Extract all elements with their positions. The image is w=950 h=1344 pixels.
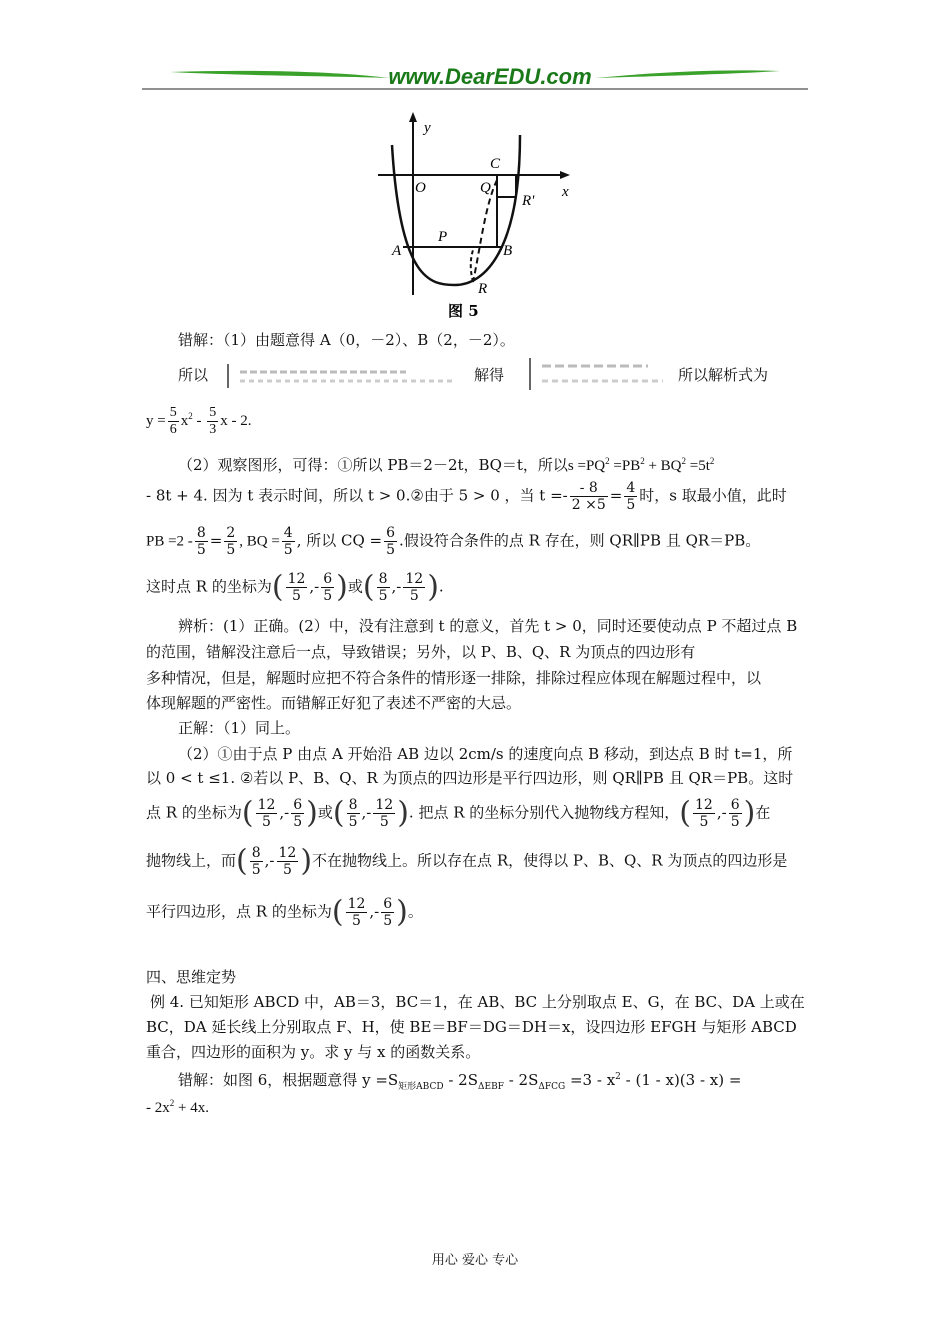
frac-12-5 [373,797,395,830]
den: 5 [251,862,261,878]
den: 5 [383,913,393,929]
equation-system-1 [226,362,466,390]
wrong-label: 错解： [178,331,224,349]
num: - 8 [570,480,608,497]
comma: ,- [264,851,275,870]
example4-line2: BC，DA 延长线上分别取点 F、H，使 BE＝BF＝DG＝DH＝x，设四边形 EFGH 与矩形 ABCD [146,1018,797,1036]
site-logo: www.DearEDU.com [388,64,592,89]
wrong-solution-1 [178,326,515,354]
or: 或 [317,803,333,822]
minus-2s-b: - 2S [503,1071,539,1089]
num: 2 [226,525,236,541]
so-formula-text [678,361,768,389]
section-heading: 四、思维定势 [146,968,237,986]
label-b: B [503,243,513,259]
label-a: A [392,243,402,259]
num: 6 [730,797,740,813]
minus-2s: - 2S [443,1071,478,1089]
parabola [392,135,520,285]
neg2x: - 2x [146,1100,170,1116]
sq: 2 [188,411,193,421]
frac-12-5 [693,797,715,830]
on-parabola: 抛物线上，而 [146,851,237,870]
num: 5 [169,405,177,421]
frac-8-5 [377,571,390,604]
comma: ,- [369,902,380,921]
solve-label: 解得 [474,366,505,384]
system-line [178,361,208,389]
num: 8 [196,525,206,541]
exists-text: 不在抛物线上。所以存在点 R，使得以 P、B、Q、R 为顶点的四边形是 [312,851,788,870]
den: 5 [379,814,389,830]
formula-label: 所以解析式为 [678,366,769,384]
wrong-part2-line2 [146,480,787,513]
den: 6 [169,422,177,438]
x-arrow [560,171,570,179]
frac-6-5 [321,571,334,604]
num: 8 [348,797,358,813]
bq-eq: , BQ = [239,533,280,550]
sq2: 2 [640,456,645,466]
plus4x: + 4x. [174,1100,209,1116]
den: 5 [292,588,301,604]
sq4: 2 [709,456,715,466]
frac-6-5 [384,525,397,558]
period: . [438,577,444,596]
den: 5 [226,542,236,558]
frac-8-5 [347,797,360,830]
label-r: R [478,281,488,297]
wrong-part2-line1 [178,447,714,480]
x-term: x [180,413,189,429]
num: 8 [378,571,388,587]
num: 6 [383,896,393,912]
label-q: Q [480,180,491,196]
label-o: O [415,180,426,196]
frac-12-5 [346,896,368,929]
cq-eq: , 所以 CQ = [296,531,383,550]
den: 5 [348,814,358,830]
dashed-arc [471,250,473,282]
parallelogram-text: 平行四边形，点 R 的坐标为 [146,902,332,921]
label-x: x [562,184,569,200]
analysis-line1: 辨析：(1）正确。(2）中，没有注意到 t 的意义，首先 t > 0，同时还要使动点 P 不超过点 B [178,617,798,635]
den: 2 ×5 [571,497,606,513]
correct-line3: 以 0 < t ≤1. ②若以 P、B、Q、R 为顶点的四边形是平行四边形，则 QR∥PB 且 QR＝PB。这时 [146,769,794,787]
sq: 2 [169,1098,175,1108]
den: 5 [409,588,419,604]
num: 5 [209,405,217,421]
analysis-line4: 体现解题的严密性。而错解正好犯了表述不严密的大忌。 [146,694,522,712]
frac-5-3 [207,405,218,438]
figure-caption: 图 5 [448,302,479,320]
footer: 用心 爱心 专心 [431,1253,519,1268]
end-mark: 。 [407,902,423,921]
num: 12 [278,845,297,861]
wrong4-line1 [178,1063,741,1101]
example4-line3: 重合，四边形的面积为 y。求 y 与 x 的函数关系。 [146,1043,481,1061]
num: 4 [283,525,293,541]
s-pq: s =PQ [567,458,606,474]
min-text: 时，s 取最小值，此时 [639,486,787,505]
frac-5-6 [168,405,179,438]
comma: ,- [716,803,727,822]
den: 5 [730,814,740,830]
frac-12-5 [286,571,308,604]
num: 12 [695,797,713,813]
den: 5 [626,497,636,513]
wrong4-line2 [146,1089,209,1122]
wrong-part2-line3 [146,525,760,558]
comma: ,- [391,577,402,596]
den: 5 [196,542,206,558]
figure-5 [370,110,590,325]
num: 6 [386,525,396,541]
num: 12 [405,571,424,587]
sq1: 2 [605,456,610,466]
substitute-text: . 把点 R 的坐标分别代入抛物线方程知， [408,803,680,822]
correct-line2: （2）①由于点 P 由点 A 开始沿 AB 边以 2cm/s 的速度向点 B 移动，到达点 B 时 t=1，所 [178,745,793,763]
frac-8-5 [250,845,263,878]
bq: + BQ [644,458,682,474]
solve-word [474,361,504,389]
den: 5 [386,542,396,558]
num: 4 [626,480,636,496]
den: 3 [209,422,217,438]
three-minus: =3 - x [565,1071,616,1089]
coord-text: 点 R 的坐标为 [146,803,242,822]
den: 5 [352,913,361,929]
on-text: 在 [755,803,771,822]
frac-4-5 [624,480,637,513]
example4-line1: 例 4. 已知矩形 ABCD 中，AB＝3，BC＝1，在 AB、BC 上分别取点 E、G，在 BC、DA 上或在 [150,993,805,1011]
frac-6-5 [381,896,394,929]
sq3: 2 [681,456,686,466]
frac-2-5 [224,525,237,558]
frac-12-5 [256,797,278,830]
tail: x - 2. [220,413,252,429]
left-swoosh [170,71,390,78]
num: 8 [251,845,261,861]
frac-6-5 [291,797,304,830]
frac-6-5 [729,797,742,830]
eq: = [209,531,223,550]
area-eq: 错解：如图 6，根据题意得 y =S [178,1071,399,1089]
den: 5 [378,588,388,604]
part2-text: （2）观察图形，可得：①所以 PB＝2－2t，BQ＝t，所以 [178,456,568,474]
num: 12 [257,797,276,813]
label-r-prime: R' [522,193,535,209]
correct-line4: 点 R 的坐标为( $\frac{12}{5}$ ,- $\frac{6}{5}$ )或( $\frac{8}{5}$ ,- $\frac{12}{5}$ ). 把点 R 的坐标分别代入抛物线方程知，( $\frac{12}{5}$ ,- $\frac{6}{5}$ )在 [146,795,771,831]
wrong-part1: （1）由题意得 A（0，－2）、B（2，－2）。 [223,331,515,349]
frac-12-5 [277,845,299,878]
den: 5 [283,542,293,558]
num: 6 [323,571,333,587]
label-p: P [438,229,448,245]
label-c: C [490,156,501,172]
or: 或 [347,577,363,596]
comma: ,- [309,577,320,596]
header-banner [140,60,810,92]
sub-rect: 矩形ABCD [398,1082,444,1092]
den: 5 [262,814,271,830]
coord-text: 这时点 R 的坐标为 [146,577,272,596]
den: 5 [282,862,292,878]
analysis-line2: 的范围，错解没注意后一点，导致错误；另外，以 P、B、Q、R 为顶点的四边形有 [146,643,696,661]
sq: 2 [615,1072,621,1082]
num: 12 [287,571,306,587]
formula-y [146,402,251,438]
correct-line5: 抛物线上，而( $\frac{8}{5}$ ,- $\frac{12}{5}$ )不在抛物线上。所以存在点 R，使得以 P、B、Q、R 为顶点的四边形是 [146,843,788,879]
equation-system-2 [528,356,673,392]
s-formula [568,458,714,474]
frac-4-5b [282,525,295,558]
time-text: - 8t + 4. 因为 t 表示时间，所以 t > 0.②由于 5 > 0 ，当 t =- [146,486,568,505]
den: 5 [699,814,709,830]
minus: - [192,413,206,429]
frac-8-5 [195,525,208,558]
so-label: 所以 [178,366,209,384]
eq: = [609,486,623,505]
y-eq: y = [146,413,166,429]
sub-fcg: ΔFCG [538,1082,566,1092]
assume-text: .假设符合条件的点 R 存在，则 QR∥PB 且 QR＝PB。 [399,531,761,550]
den: 5 [323,588,333,604]
frac-neg8 [570,480,608,513]
num: 12 [347,896,366,912]
y-arrow [409,112,417,122]
right-swoosh [595,70,780,78]
five-t: =5t [686,458,710,474]
correct-line1: 正解：（1）同上。 [178,719,301,737]
wrong-part2-line4: 这时点 R 的坐标为( $\frac{12}{5}$ ,- $\frac{6}{5}$ )或( $\frac{8}{5}$ ,- $\frac{12}{5}$ ). [146,569,444,605]
analysis-line3: 多种情况，但是，解题时应把不符合条件的情形逐一排除，排除过程应体现在解题过程中，以 [146,669,762,687]
den: 5 [293,814,303,830]
correct-line6: 平行四边形，点 R 的坐标为( $\frac{12}{5}$ ,- $\frac{6}{5}$ )。 [146,894,423,930]
num: 6 [293,797,303,813]
label-y: y [424,120,431,136]
pb-eq: PB =2 - [146,533,193,550]
comma: ,- [279,803,290,822]
comma: ,- [361,803,372,822]
product: - (1 - x)(3 - x) = [620,1071,742,1089]
pb: =PB [609,458,641,474]
frac-12-5 [403,571,425,604]
num: 12 [375,797,394,813]
sub-ebf: ΔEBF [478,1082,504,1092]
